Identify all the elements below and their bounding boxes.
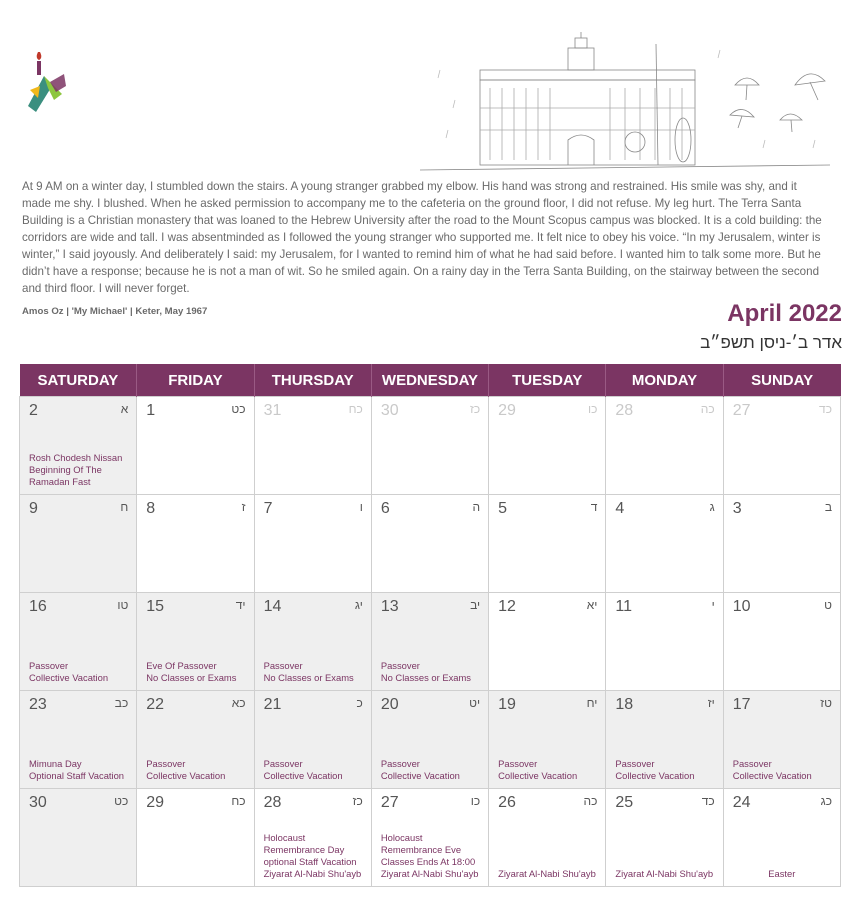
- gregorian-day-number: 25: [615, 794, 634, 811]
- day-event-note: [381, 758, 484, 782]
- hebrew-day-letter: כח: [231, 794, 246, 808]
- event-line: Passover: [29, 660, 69, 671]
- day-event-note: [615, 868, 718, 880]
- event-line: Passover: [732, 758, 772, 769]
- calendar-day-cell[interactable]: [606, 789, 723, 887]
- hebrew-day-letter: יז: [707, 696, 715, 710]
- day-event-note: [498, 868, 601, 880]
- calendar-day-cell[interactable]: [20, 691, 137, 789]
- hebrew-day-letter: יא: [586, 598, 598, 612]
- gregorian-day-number: 30: [380, 402, 399, 419]
- event-line: Ziyarat Al-Nabi Shu'ayb: [498, 868, 596, 879]
- day-event-note: [29, 660, 132, 684]
- hebrew-day-letter: ו: [359, 500, 363, 514]
- gregorian-day-number: 31: [263, 402, 282, 419]
- event-line: Passover: [615, 758, 655, 769]
- event-line: Optional Staff Vacation: [29, 770, 125, 781]
- event-line: Passover: [380, 660, 420, 671]
- calendar-week-row: [20, 789, 841, 887]
- gregorian-day-number: 1: [146, 402, 156, 419]
- calendar-week-row: [20, 691, 841, 789]
- calendar-day-cell[interactable]: [489, 691, 606, 789]
- gregorian-day-number: 22: [146, 696, 165, 713]
- event-line: Passover: [146, 758, 186, 769]
- gregorian-day-number: 9: [29, 500, 38, 517]
- event-line: Classes Ends At 18:00: [380, 856, 476, 867]
- gregorian-day-number: 4: [615, 500, 625, 517]
- hebrew-day-letter: ב: [824, 500, 832, 514]
- event-line: Passover: [263, 660, 303, 671]
- hebrew-day-letter: טו: [117, 598, 129, 612]
- weekday-header-row: [20, 364, 841, 397]
- gregorian-day-number: 7: [263, 500, 273, 517]
- hebrew-day-letter: כא: [231, 696, 246, 710]
- calendar-day-cell[interactable]: [606, 691, 723, 789]
- hebrew-day-letter: י: [711, 598, 715, 612]
- calendar-day-cell[interactable]: [489, 789, 606, 887]
- calendar-day-cell[interactable]: [20, 593, 137, 691]
- weekday-header: SATURDAY: [20, 364, 137, 397]
- gregorian-day-number: 27: [380, 794, 399, 811]
- calendar-day-cell[interactable]: [20, 495, 137, 593]
- hebrew-day-letter: כ: [356, 696, 363, 710]
- hebrew-day-letter: כט: [114, 794, 129, 808]
- hebrew-day-letter: ז: [241, 500, 246, 514]
- event-line: Holocaust: [263, 832, 306, 843]
- calendar-day-cell[interactable]: [723, 691, 840, 789]
- gregorian-day-number: 28: [615, 402, 634, 419]
- gregorian-day-number: 30: [29, 794, 47, 811]
- day-event-note: [615, 758, 718, 782]
- weekday-header: THURSDAY: [254, 364, 371, 397]
- gregorian-day-number: 29: [146, 794, 165, 811]
- weekday-header: WEDNESDAY: [371, 364, 488, 397]
- event-line: No Classes or Exams: [263, 672, 354, 683]
- event-line: optional Staff Vacation: [263, 856, 357, 867]
- hebrew-day-letter: יג: [354, 598, 363, 612]
- gregorian-day-number: 8: [146, 500, 156, 517]
- gregorian-day-number: 5: [498, 500, 508, 517]
- event-line: Ramadan Fast: [29, 476, 91, 487]
- calendar-day-cell[interactable]: [371, 495, 488, 593]
- calendar-day-cell[interactable]: [371, 593, 488, 691]
- event-line: Collective Vacation: [380, 770, 460, 781]
- gregorian-day-number: 3: [732, 500, 742, 517]
- hebrew-day-letter: כד: [701, 794, 715, 808]
- event-line: Beginning Of The: [29, 464, 102, 475]
- gregorian-day-number: 10: [732, 598, 751, 615]
- event-line: Rosh Chodesh Nissan: [29, 452, 123, 463]
- event-line: Eve Of Passover: [146, 660, 217, 671]
- day-event-note: [146, 758, 249, 782]
- hebrew-day-letter: ג: [709, 500, 715, 514]
- hebrew-day-letter: כה: [583, 794, 598, 808]
- calendar-day-cell[interactable]: [20, 789, 137, 887]
- hebrew-day-letter: יד: [235, 598, 246, 612]
- hebrew-day-letter: ט: [824, 598, 832, 612]
- hebrew-day-letter: יח: [586, 696, 598, 710]
- gregorian-day-number: 29: [498, 402, 516, 419]
- event-line: Collective Vacation: [146, 770, 226, 781]
- day-event-note: [264, 832, 367, 880]
- calendar-day-cell[interactable]: [606, 495, 723, 593]
- gregorian-day-number: 16: [29, 598, 47, 615]
- gregorian-day-number: 28: [263, 794, 282, 811]
- hebrew-day-letter: יב: [470, 598, 481, 612]
- gregorian-day-number: 18: [615, 696, 634, 713]
- terra-santa-building-illustration-icon: [420, 30, 840, 175]
- day-event-note: [381, 832, 484, 880]
- hebrew-day-letter: כה: [700, 402, 715, 416]
- calendar-day-cell[interactable]: [723, 593, 840, 691]
- day-event-note: [498, 758, 601, 782]
- hebrew-day-letter: כב: [114, 696, 129, 710]
- calendar-day-cell[interactable]: [254, 397, 371, 495]
- calendar-day-cell[interactable]: [137, 789, 254, 887]
- gregorian-day-number: 17: [732, 696, 751, 713]
- gregorian-day-number: 6: [380, 500, 390, 517]
- event-line: No Classes or Exams: [380, 672, 471, 683]
- calendar-day-cell[interactable]: [254, 691, 371, 789]
- hebrew-day-letter: כו: [470, 794, 481, 808]
- event-line: Collective Vacation: [732, 770, 812, 781]
- gregorian-day-number: 14: [263, 598, 282, 615]
- hebrew-day-letter: כז: [352, 794, 363, 808]
- calendar-week-row: [20, 397, 841, 495]
- calendar-day-cell[interactable]: [137, 593, 254, 691]
- gregorian-day-number: 13: [380, 598, 399, 615]
- hebrew-day-letter: כח: [348, 402, 363, 416]
- day-event-note: [29, 758, 132, 782]
- month-title: April 2022: [727, 300, 842, 327]
- calendar-day-cell[interactable]: [137, 495, 254, 593]
- day-event-note: [733, 758, 836, 782]
- calendar-day-cell[interactable]: [723, 397, 840, 495]
- gregorian-day-number: 15: [146, 598, 165, 615]
- gregorian-day-number: 2: [29, 402, 38, 419]
- calendar-day-cell[interactable]: [489, 593, 606, 691]
- gregorian-day-number: 20: [380, 696, 399, 713]
- weekday-header: MONDAY: [606, 364, 723, 397]
- hebrew-day-letter: כד: [819, 402, 832, 416]
- calendar-day-cell[interactable]: [137, 397, 254, 495]
- calendar-day-cell[interactable]: [371, 789, 488, 887]
- gregorian-day-number: 11: [615, 598, 633, 615]
- event-line: Mimuna Day: [29, 758, 82, 769]
- hebrew-day-letter: טז: [820, 696, 832, 710]
- weekday-header: FRIDAY: [137, 364, 254, 397]
- calendar-day-cell[interactable]: [254, 789, 371, 887]
- event-line: Passover: [380, 758, 420, 769]
- event-line: Passover: [263, 758, 303, 769]
- hebrew-day-letter: ה: [472, 500, 481, 514]
- quote-text: At 9 AM on a winter day, I stumbled down the stairs. A young stranger grabbed my elbow. His hand was strong and restrained. His smile was shy, and it made me shy. I blushed. When he asked permission to accompany me to the cafeteria on the ground floor, I did not refuse. My leg hurt. The Terra Santa Building is a Christian monastery that was loaned to the Hebrew University after the road to the Mount Scopus campus was blocked. It is a cold building: the corridors are wide and tall. I was absentminded as I followed the young stranger who supported me. It felt nice to obey his voice. “In my Jerusalem, winter is winter,” I said joyously. And deliberately I said: my Jerusalem, for I wanted to remind him of what he had said before. I wanted him to talk some more. But he didn’t have a response; because he is not a man of wit. So he smiled again. On a rainy day in the Terra Santa Building, on the stairway between the second and third floor. I will never forget.: [22, 180, 822, 295]
- event-line: Remembrance Day: [263, 844, 345, 855]
- gregorian-day-number: 23: [29, 696, 47, 713]
- gregorian-day-number: 19: [498, 696, 516, 713]
- event-line: Collective Vacation: [263, 770, 343, 781]
- gregorian-day-number: 27: [732, 402, 751, 419]
- calendar-day-cell[interactable]: [20, 397, 137, 495]
- event-line: No Classes or Exams: [146, 672, 237, 683]
- calendar-day-cell[interactable]: [371, 691, 488, 789]
- calendar-day-cell[interactable]: [723, 495, 840, 593]
- calendar-day-cell[interactable]: [137, 691, 254, 789]
- day-event-note: [264, 758, 367, 782]
- gregorian-day-number: 26: [498, 794, 516, 811]
- hebrew-month-title: אדר ב׳-ניסן תשפ״ב: [700, 333, 842, 352]
- gregorian-day-number: 21: [263, 696, 282, 713]
- calendar-week-row: [20, 495, 841, 593]
- calendar-day-cell[interactable]: [371, 397, 488, 495]
- hebrew-day-letter: ח: [120, 500, 129, 514]
- quote-citation: Amos Oz | 'My Michael' | Keter, May 1967: [22, 306, 208, 317]
- hebrew-day-letter: כט: [231, 402, 246, 416]
- event-line: Easter: [768, 868, 796, 879]
- calendar-day-cell[interactable]: [606, 593, 723, 691]
- event-line: Ziyarat Al-Nabi Shu'ayb: [263, 868, 362, 879]
- hebrew-day-letter: כז: [469, 402, 481, 416]
- calendar-day-cell[interactable]: [489, 495, 606, 593]
- hebrew-day-letter: כג: [820, 794, 832, 808]
- calendar-grid: [19, 364, 841, 887]
- event-line: Ziyarat Al-Nabi Shu'ayb: [380, 868, 479, 879]
- day-event-note: [29, 452, 132, 488]
- calendar-week-row: [20, 593, 841, 691]
- event-line: Collective Vacation: [498, 770, 578, 781]
- calendar-day-cell[interactable]: [254, 593, 371, 691]
- weekday-header: TUESDAY: [489, 364, 606, 397]
- hebrew-day-letter: כו: [587, 402, 598, 416]
- hebrew-university-logo-icon: [24, 46, 68, 116]
- day-event-note: [724, 868, 840, 880]
- event-line: Holocaust: [380, 832, 423, 843]
- calendar-day-cell[interactable]: [489, 397, 606, 495]
- calendar-day-cell[interactable]: [723, 789, 840, 887]
- gregorian-day-number: 24: [732, 794, 751, 811]
- day-event-note: [264, 660, 367, 684]
- hebrew-day-letter: יט: [469, 696, 481, 710]
- calendar-day-cell[interactable]: [606, 397, 723, 495]
- day-event-note: [146, 660, 249, 684]
- event-line: Passover: [498, 758, 538, 769]
- event-line: Remembrance Eve: [380, 844, 462, 855]
- calendar-day-cell[interactable]: [254, 495, 371, 593]
- hebrew-day-letter: א: [120, 402, 129, 416]
- event-line: Ziyarat Al-Nabi Shu'ayb: [615, 868, 714, 879]
- hebrew-day-letter: ד: [590, 500, 598, 514]
- gregorian-day-number: 12: [498, 598, 516, 615]
- weekday-header: SUNDAY: [723, 364, 840, 397]
- day-event-note: [381, 660, 484, 684]
- event-line: Collective Vacation: [29, 672, 109, 683]
- event-line: Collective Vacation: [615, 770, 695, 781]
